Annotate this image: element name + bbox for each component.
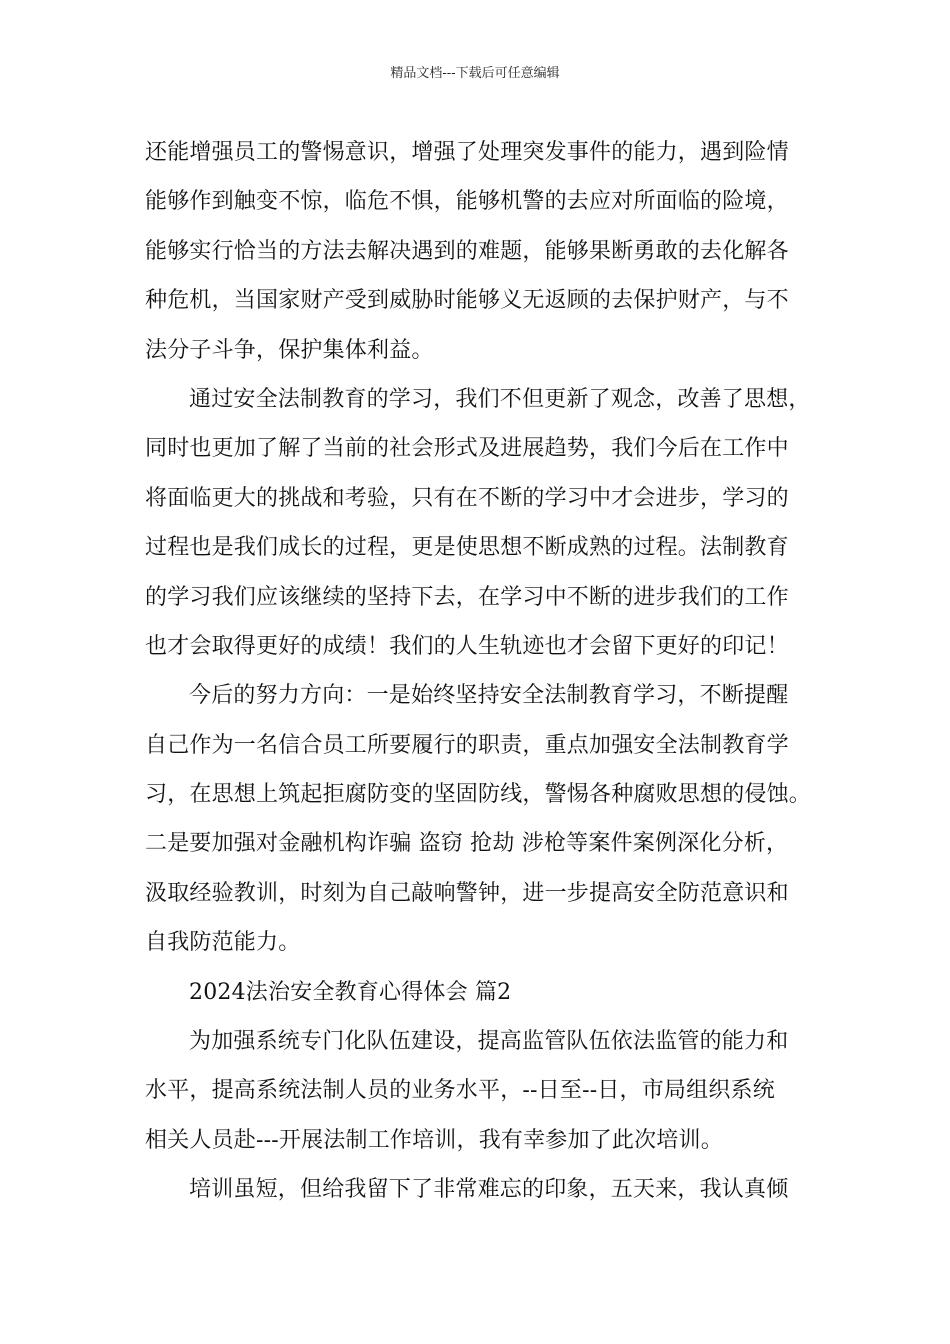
paragraph-start-line: 为加强系统专门化队伍建设，提高监管队伍依法监管的能力和: [189, 1029, 789, 1055]
text-line: 水平，提高系统法制人员的业务水平，--日至--日，市局组织系统: [145, 1078, 775, 1104]
paragraph-start-line: 今后的努力方向：一是始终坚持安全法制教育学习，不断提醒: [189, 683, 789, 709]
paragraph-start-line: 培训虽短，但给我留下了非常难忘的印象，五天来，我认真倾: [189, 1177, 789, 1203]
text-line: 汲取经验教训，时刻为自己敲响警钟，进一步提高安全防范意识和: [145, 880, 789, 906]
section-heading: 2024法治安全教育心得体会 篇2: [189, 979, 512, 1005]
text-line: 能够实行恰当的方法去解决遇到的难题，能够果断勇敢的去化解各: [145, 238, 789, 264]
paragraph-start-line: 通过安全法制教育的学习，我们不但更新了观念，改善了思想，: [189, 386, 811, 412]
document-body: [145, 128, 825, 1215]
text-line: 法分子斗争，保护集体利益。: [145, 337, 434, 363]
text-line: 将面临更大的挑战和考验，只有在不断的学习中才会进步，学习的: [145, 485, 789, 511]
text-line: 自我防范能力。: [145, 930, 301, 956]
text-line: 能够作到触变不惊，临危不惧，能够机警的去应对所面临的险境，: [145, 189, 789, 215]
text-line: 的学习我们应该继续的坚持下去，在学习中不断的进步我们的工作: [145, 584, 789, 610]
text-line: 种危机，当国家财产受到威胁时能够义无返顾的去保护财产，与不: [145, 288, 789, 314]
text-line: 过程也是我们成长的过程，更是使思想不断成熟的过程。法制教育: [145, 535, 789, 561]
text-line: 同时也更加了解了当前的社会形式及进展趋势，我们今后在工作中: [145, 436, 789, 462]
text-line: 也才会取得更好的成绩！我们的人生轨迹也才会留下更好的印记！: [145, 633, 789, 659]
text-line: 还能增强员工的警惕意识，增强了处理突发事件的能力，遇到险情: [145, 140, 789, 165]
text-line: 习，在思想上筑起拒腐防变的坚固防线，警惕各种腐败思想的侵蚀。: [145, 782, 812, 808]
text-line: 二是要加强对金融机构诈骗 盗窃 抢劫 涉枪等案件案例深化分析，: [145, 831, 789, 857]
text-line: 相关人员赴---开展法制工作培训，我有幸参加了此次培训。: [145, 1127, 723, 1153]
page-header: 精品文档---下载后可任意编辑: [390, 66, 560, 81]
text-line: 自己作为一名信合员工所要履行的职责，重点加强安全法制教育学: [145, 732, 789, 758]
